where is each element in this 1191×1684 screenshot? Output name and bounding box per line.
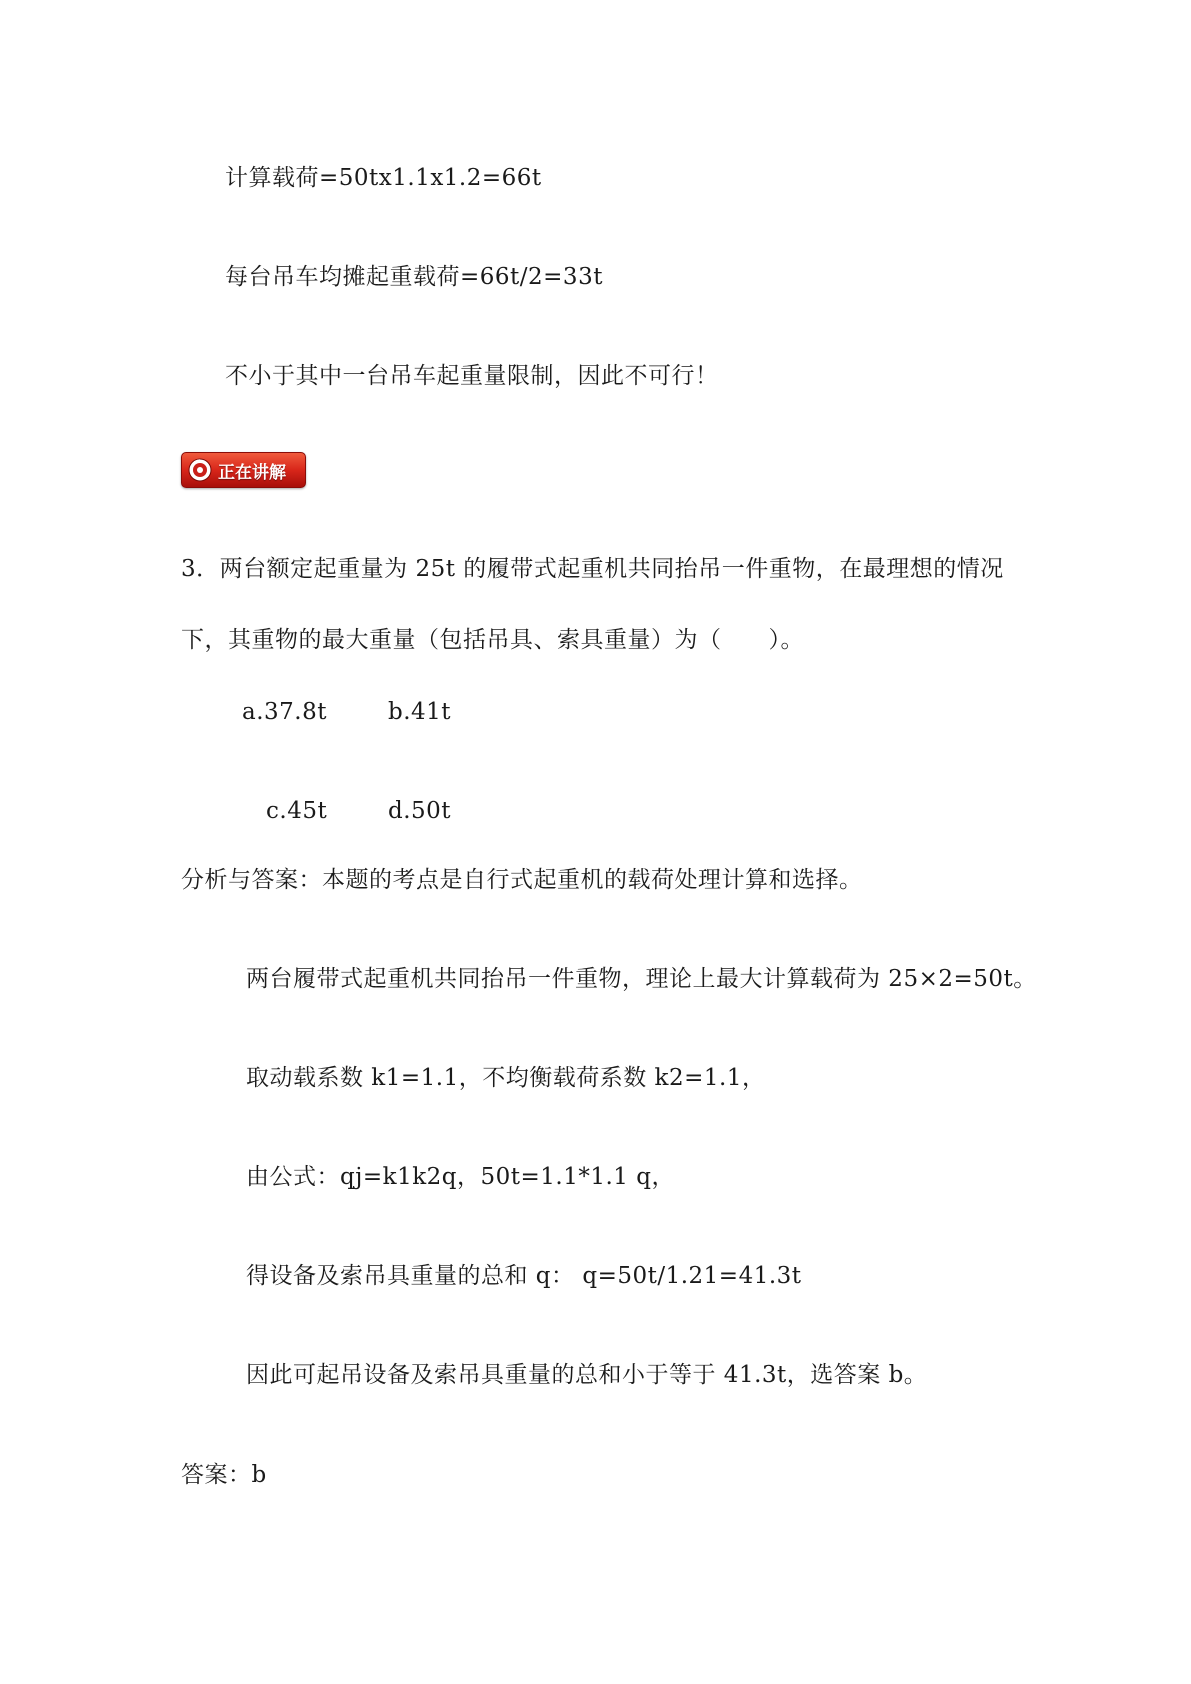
option-d: d.50t <box>388 798 452 824</box>
conclusion-line: 不小于其中一台吊车起重量限制，因此不可行！ <box>225 363 719 389</box>
per-crane-load-line: 每台吊车均摊起重载荷=66t/2=33t <box>225 264 603 290</box>
now-explaining-button[interactable] <box>181 452 306 488</box>
analysis-line-5: 因此可起吊设备及索吊具重量的总和小于等于 41.3t，选答案 b。 <box>246 1362 928 1388</box>
analysis-line-3: 由公式：qj=k1k2q，50t=1.1*1.1 q， <box>246 1164 675 1190</box>
now-explaining-label: 正在讲解 <box>218 462 286 483</box>
question-line-2: 下，其重物的最大重量（包括吊具、索具重量）为（ ）。 <box>181 627 804 653</box>
play-disc-icon <box>188 458 212 482</box>
analysis-line-2: 取动载系数 k1=1.1，不均衡载荷系数 k2=1.1， <box>246 1065 766 1091</box>
option-c: c.45t <box>266 798 328 824</box>
analysis-line-4: 得设备及索吊具重量的总和 q： q=50t/1.21=41.3t <box>246 1263 802 1289</box>
question-line-1: 3．两台额定起重量为 25t 的履带式起重机共同抬吊一件重物，在最理想的情况 <box>181 556 1004 582</box>
option-a: a.37.8t <box>242 699 327 725</box>
calc-load-line: 计算载荷=50tx1.1x1.2=66t <box>225 165 542 191</box>
analysis-line-1: 两台履带式起重机共同抬吊一件重物，理论上最大计算载荷为 25×2=50t。 <box>246 966 1037 992</box>
answer-line: 答案：b <box>181 1462 267 1488</box>
option-b: b.41t <box>388 699 452 725</box>
analysis-heading: 分析与答案：本题的考点是自行式起重机的载荷处理计算和选择。 <box>181 867 863 893</box>
